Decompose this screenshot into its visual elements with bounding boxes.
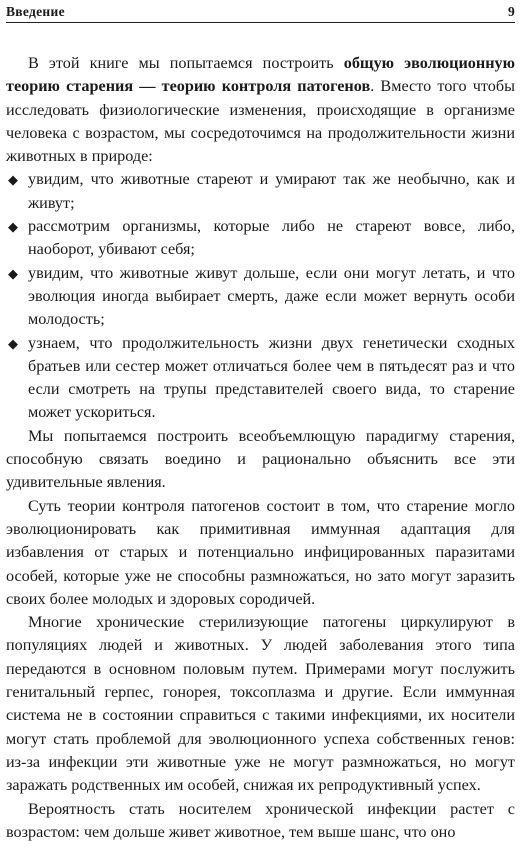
list-item	[6, 262, 515, 332]
paragraph: Многие хронические стерилизующие патогены циркулируют в популяциях людей и животных. У людей заболевания этого типа передаются в основном половым путем. Примерами могут послужить генитальный герпес, гонорея, токсоплазма и другие. Если иммунная система не в состоянии справиться с такими инфекциями, их носители могут стать проблемой для эволюционного успеха собственных генов: из-за инфекции эти животные уже не могут размножаться, но могут заражать родственных им особей, снижая их репродуктивный успех.	[6, 613, 515, 795]
page-number: 9	[507, 4, 515, 19]
bullet-list	[6, 168, 515, 424]
paragraph: Вероятность стать носителем хронической инфекции растет с возрастом: чем дольше живет животное, тем выше шанс, что оно	[6, 799, 515, 841]
chapter-title: Введение	[6, 4, 65, 19]
page-body	[6, 52, 515, 844]
list-item	[6, 332, 515, 425]
running-header	[6, 0, 515, 23]
list-item-text: узнаем, что продолжительность жизни двух генетически сходных братьев или сестер может отличаться более чем в пятьдесят раз и что если смотреть на трупы представителей своего вида, то старение может ускориться.	[28, 333, 515, 422]
intro-paragraph	[6, 52, 515, 168]
list-item-text: рассмотрим организмы, которые либо не стареют вовсе, либо, наоборот, убивают себя;	[28, 217, 515, 259]
list-item	[6, 168, 515, 215]
intro-text-end: . Вместо того чтобы исследовать физиологические изменения, происходящие в организме человека с возрастом, мы сосредоточимся на продолжительности жизни животных в природе:	[6, 77, 515, 166]
diamond-bullet-icon: ◆	[8, 172, 18, 188]
theory-name: общую эволюционную теорию старения — теорию контроля патогенов	[6, 54, 515, 96]
intro-text-start: В этой книге мы попытаемся построить	[28, 54, 344, 72]
list-item	[6, 215, 515, 262]
diamond-bullet-icon: ◆	[8, 265, 18, 281]
diamond-bullet-icon: ◆	[8, 219, 18, 235]
paragraph: Мы попытаемся построить всеобъемлющую парадигму старения, способную связать воедино и рационально объяснить все эти удивительные явления.	[6, 426, 515, 492]
diamond-bullet-icon: ◆	[8, 335, 18, 351]
list-item-text: увидим, что животные живут дольше, если они могут летать, и что эволюция иногда выбирает смерть, даже если может вернуть особи молодость;	[28, 263, 515, 329]
list-item-text: увидим, что животные стареют и умирают так же необычно, как и живут;	[28, 170, 515, 212]
paragraph: Суть теории контроля патогенов состоит в том, что старение могло эволюционировать как примитивная иммунная адаптация для избавления от старых и потенциально инфицированных паразитами особей, которые уже не способны размножаться, но зато могут заразить своих более молодых и здоровых сородичей.	[6, 496, 515, 608]
